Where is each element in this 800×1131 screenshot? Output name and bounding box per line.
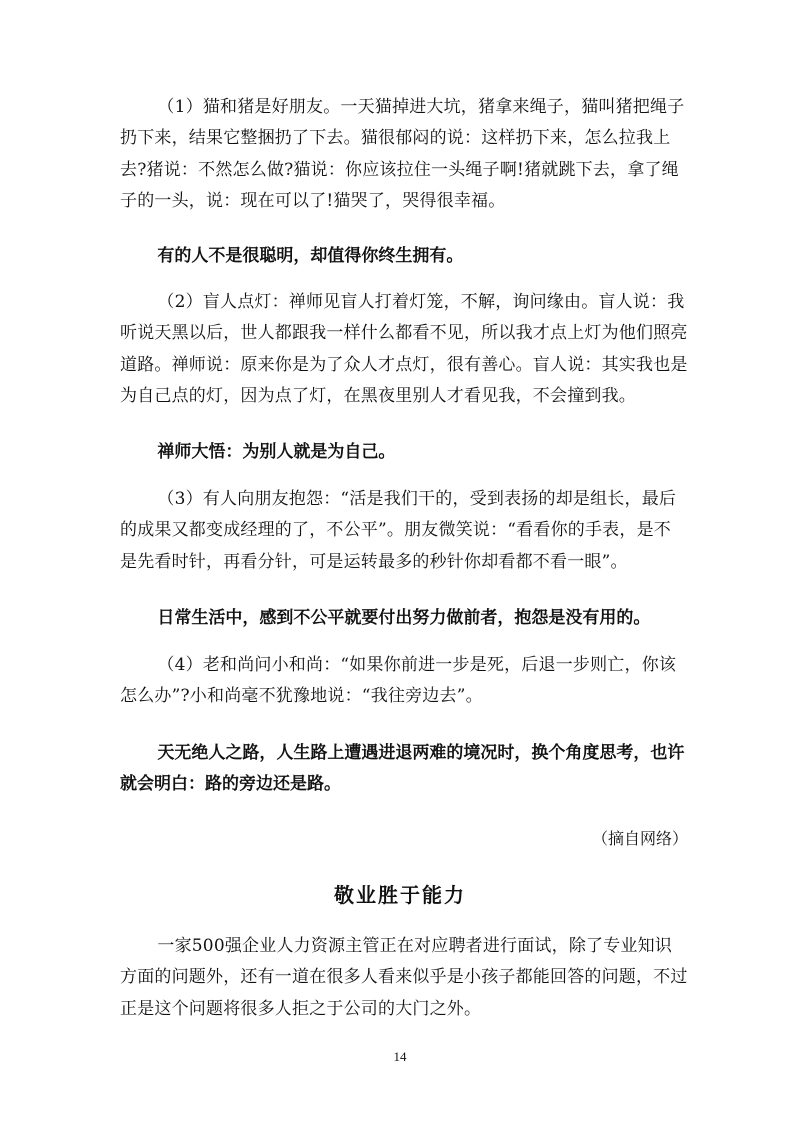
source-attribution: （摘自网络） <box>591 829 688 848</box>
story-3-moral: 日常生活中，感到不公平就要付出努力做前者，抱怨是没有用的。 <box>157 608 651 628</box>
section-title: 敬业胜于能力 <box>334 883 466 907</box>
story-3-paragraph: （3）有人向朋友抱怨：“活是我们干的，受到表扬的却是组长，最后的成果又都变成经理的了，不公平”。朋友微笑说：“看看你的手表，是不是先看时针，再看分针，可是运转最多的秒针你却看都不看一眼”。 <box>120 489 677 572</box>
story-1-moral: 有的人不是很聪明，却值得你终生拥有。 <box>157 246 464 266</box>
story-2-moral: 禅师大悟：为别人就是为自己。 <box>157 442 396 462</box>
story-1-paragraph: （1）猫和猪是好朋友。一天猫掉进大坑，猪拿来绳子，猫叫猪把绳子扔下来，结果它整捆扔了下去。猫很郁闷的说：这样扔下来，怎么拉我上去?猪说：不然怎么做?猫说：你应该拉住一头绳子啊!猪就跳下去，拿了绳子的一头，说：现在可以了!猫哭了，哭得很幸福。 <box>120 97 685 211</box>
story-2-paragraph: （2）盲人点灯：禅师见盲人打着灯笼，不解，询问缘由。盲人说：我听说天黑以后，世人都跟我一样什么都看不见，所以我才点上灯为他们照亮道路。禅师说：原来你是为了众人才点灯，很有善心。盲人说：其实我也是为自己点的灯，因为点了灯，在黑夜里别人才看见我，不会撞到我。 <box>120 292 688 406</box>
story-4-moral: 天无绝人之路，人生路上遭遇进退两难的境况时，换个角度思考，也许就会明白：路的旁边还是路。 <box>120 743 685 795</box>
story-4-paragraph: （4）老和尚问小和尚：“如果你前进一步是死，后退一步则亡，你该怎么办”?小和尚毫不犹豫地说：“我往旁边去”。 <box>120 655 677 707</box>
section-paragraph: 一家500强企业人力资源主管正在对应聘者进行面试，除了专业知识方面的问题外，还有一道在很多人看来似乎是小孩子都能回答的问题，不过正是这个问题将很多人拒之于公司的大门之外。 <box>120 936 688 1019</box>
page-number: 14 <box>393 1049 407 1064</box>
